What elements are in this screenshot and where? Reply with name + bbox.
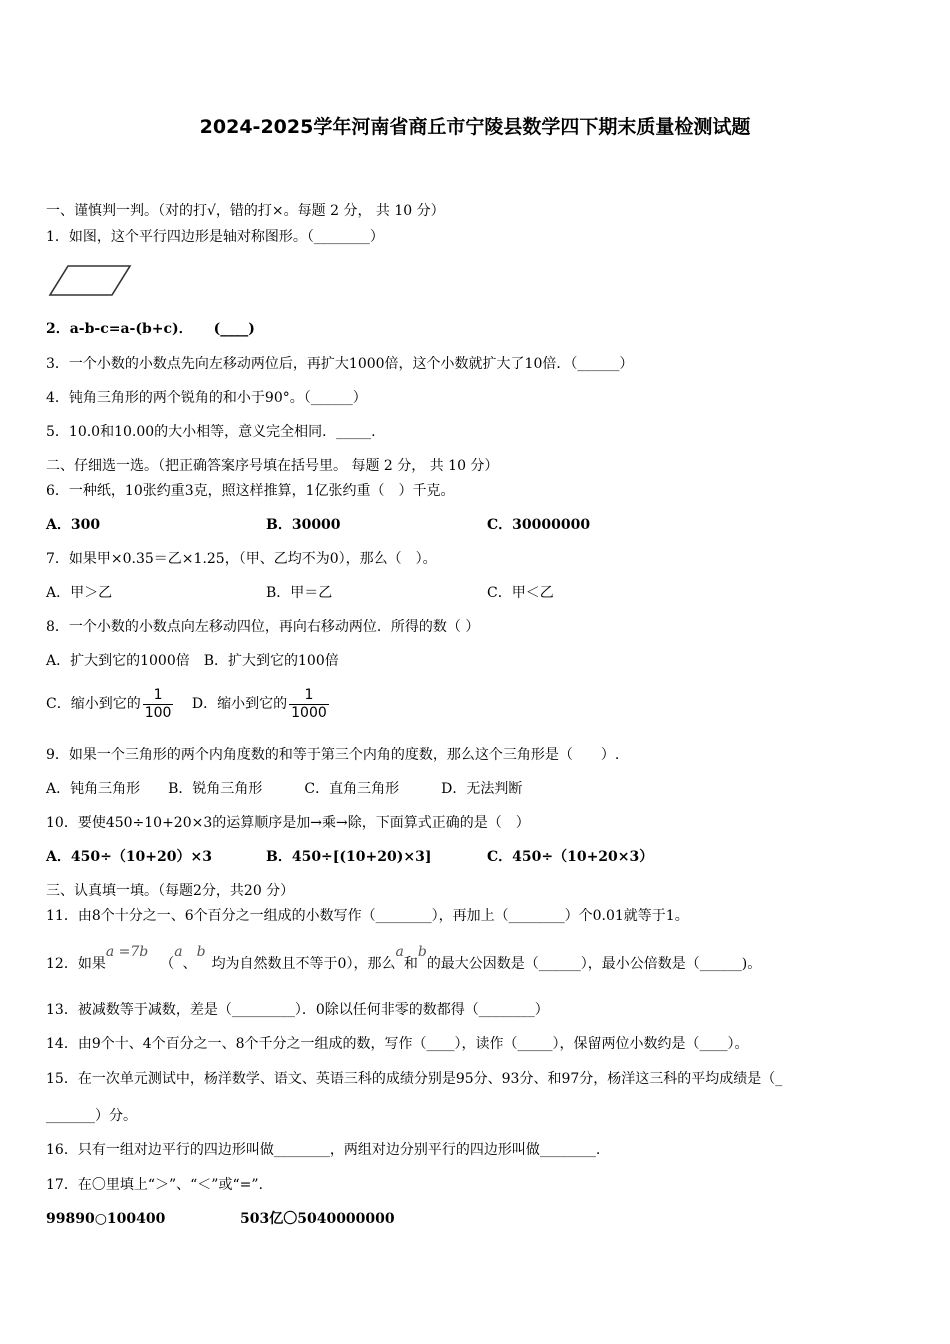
section-3-heading: 三、认真填一填。（每题2分，共20 分） <box>46 883 295 899</box>
question-8-options-ab: A．扩大到它的1000倍 B．扩大到它的100倍 <box>46 653 339 669</box>
parallelogram-figure <box>46 262 136 298</box>
option-a: A．甲＞乙 <box>46 585 113 601</box>
q12-text-c: 、 <box>182 956 197 972</box>
question-9-options: A．钝角三角形 B．锐角三角形 C．直角三角形 D．无法判断 <box>46 781 523 797</box>
option-a: A．450÷（10+20）×3 <box>46 849 212 865</box>
question-7: 7．如果甲×0.35＝乙×1.25，（甲、乙均不为0），那么（ ）。 <box>46 551 437 567</box>
question-5: 5．10.0和10.00的大小相等，意义完全相同．_____. <box>46 424 376 440</box>
q12-var-a: a <box>174 944 183 960</box>
fraction-denominator: 100 <box>144 704 172 721</box>
option-c: C．30000000 <box>487 517 591 533</box>
q12-var-b2: b <box>417 944 427 960</box>
option-c: C．甲＜乙 <box>487 585 554 601</box>
question-1: 1．如图，这个平行四边形是轴对称图形。（________） <box>46 229 384 245</box>
parallelogram-shape <box>50 266 130 295</box>
question-8-options-cd <box>46 686 333 722</box>
q12-var-a2: a <box>395 944 404 960</box>
q12-text-b: （ <box>160 956 175 972</box>
q12-text-a: 12．如果 <box>46 956 106 972</box>
section-1-heading: 一、谨慎判一判。（对的打√，错的打×。每题 2 分， 共 10 分） <box>46 203 445 219</box>
compare-item-2: 503亿〇5040000000 <box>240 1211 395 1227</box>
fraction-1-1000 <box>289 687 329 722</box>
q12-text-d: 均为自然数且不等于0），那么 <box>211 956 396 972</box>
question-10: 10．要使450÷10+20×3的运算顺序是加→乘→除，下面算式正确的是（ ） <box>46 815 530 831</box>
question-15-line-1: 15．在一次单元测试中，杨洋数学、语文、英语三科的成绩分别是95分、93分、和97分，杨洋这三科的平均成绩是（_ <box>46 1071 783 1087</box>
fraction-numerator: 1 <box>289 687 329 705</box>
question-15-line-2: _______）分。 <box>46 1108 137 1124</box>
q12-var-b: b <box>196 944 206 960</box>
question-12 <box>46 944 762 974</box>
compare-item-1: 99890○100400 <box>46 1211 166 1227</box>
option-a: A．300 <box>46 517 101 533</box>
option-c: C．450÷（10+20×3） <box>487 849 654 865</box>
option-d-text: D．缩小到它的 <box>191 696 288 712</box>
question-4: 4．钝角三角形的两个锐角的和小于90°。（______） <box>46 390 367 406</box>
fraction-1-100 <box>143 687 174 722</box>
question-2: 2．a-b-c=a-(b+c)． (____) <box>46 321 255 337</box>
option-c-text: C．缩小到它的 <box>46 696 141 712</box>
question-16: 16．只有一组对边平行的四边形叫做________，两组对边分别平行的四边形叫做________. <box>46 1142 601 1158</box>
q12-equation: a =7b <box>105 944 149 960</box>
question-8: 8．一个小数的小数点向左移动四位，再向右移动两位．所得的数（ ） <box>46 619 480 635</box>
question-6: 6．一种纸，10张约重3克，照这样推算，1亿张约重（ ）千克。 <box>46 483 455 499</box>
page-title: 2024-2025学年河南省商丘市宁陵县数学四下期末质量检测试题 <box>199 116 751 138</box>
option-b: B．甲＝乙 <box>266 585 333 601</box>
q12-text-e: 和 <box>403 956 418 972</box>
option-b: B．450÷[(10+20)×3] <box>266 849 432 865</box>
question-9: 9．如果一个三角形的两个内角度数的和等于第三个内角的度数，那么这个三角形是（ ）. <box>46 747 620 763</box>
question-17: 17．在〇里填上“＞”、“＜”或“=”. <box>46 1177 263 1193</box>
option-b: B．30000 <box>266 517 341 533</box>
question-14: 14．由9个十、4个百分之一、8个千分之一组成的数，写作（____），读作（_____），保留两位小数约是（____）。 <box>46 1036 749 1052</box>
question-3: 3．一个小数的小数点先向左移动两位后，再扩大1000倍，这个小数就扩大了10倍．（______） <box>46 356 634 372</box>
section-2-heading: 二、仔细选一选。（把正确答案序号填在括号里。 每题 2 分， 共 10 分） <box>46 458 499 474</box>
q12-text-f: 的最大公因数是（______），最小公倍数是（______)。 <box>426 956 762 972</box>
question-13: 13．被减数等于减数，差是（_________）．0除以任何非零的数都得（________） <box>46 1002 549 1018</box>
question-11: 11．由8个十分之一、6个百分之一组成的小数写作（________），再加上（________）个0.01就等于1。 <box>46 908 689 924</box>
fraction-numerator: 1 <box>143 687 174 705</box>
fraction-denominator: 1000 <box>291 704 327 721</box>
